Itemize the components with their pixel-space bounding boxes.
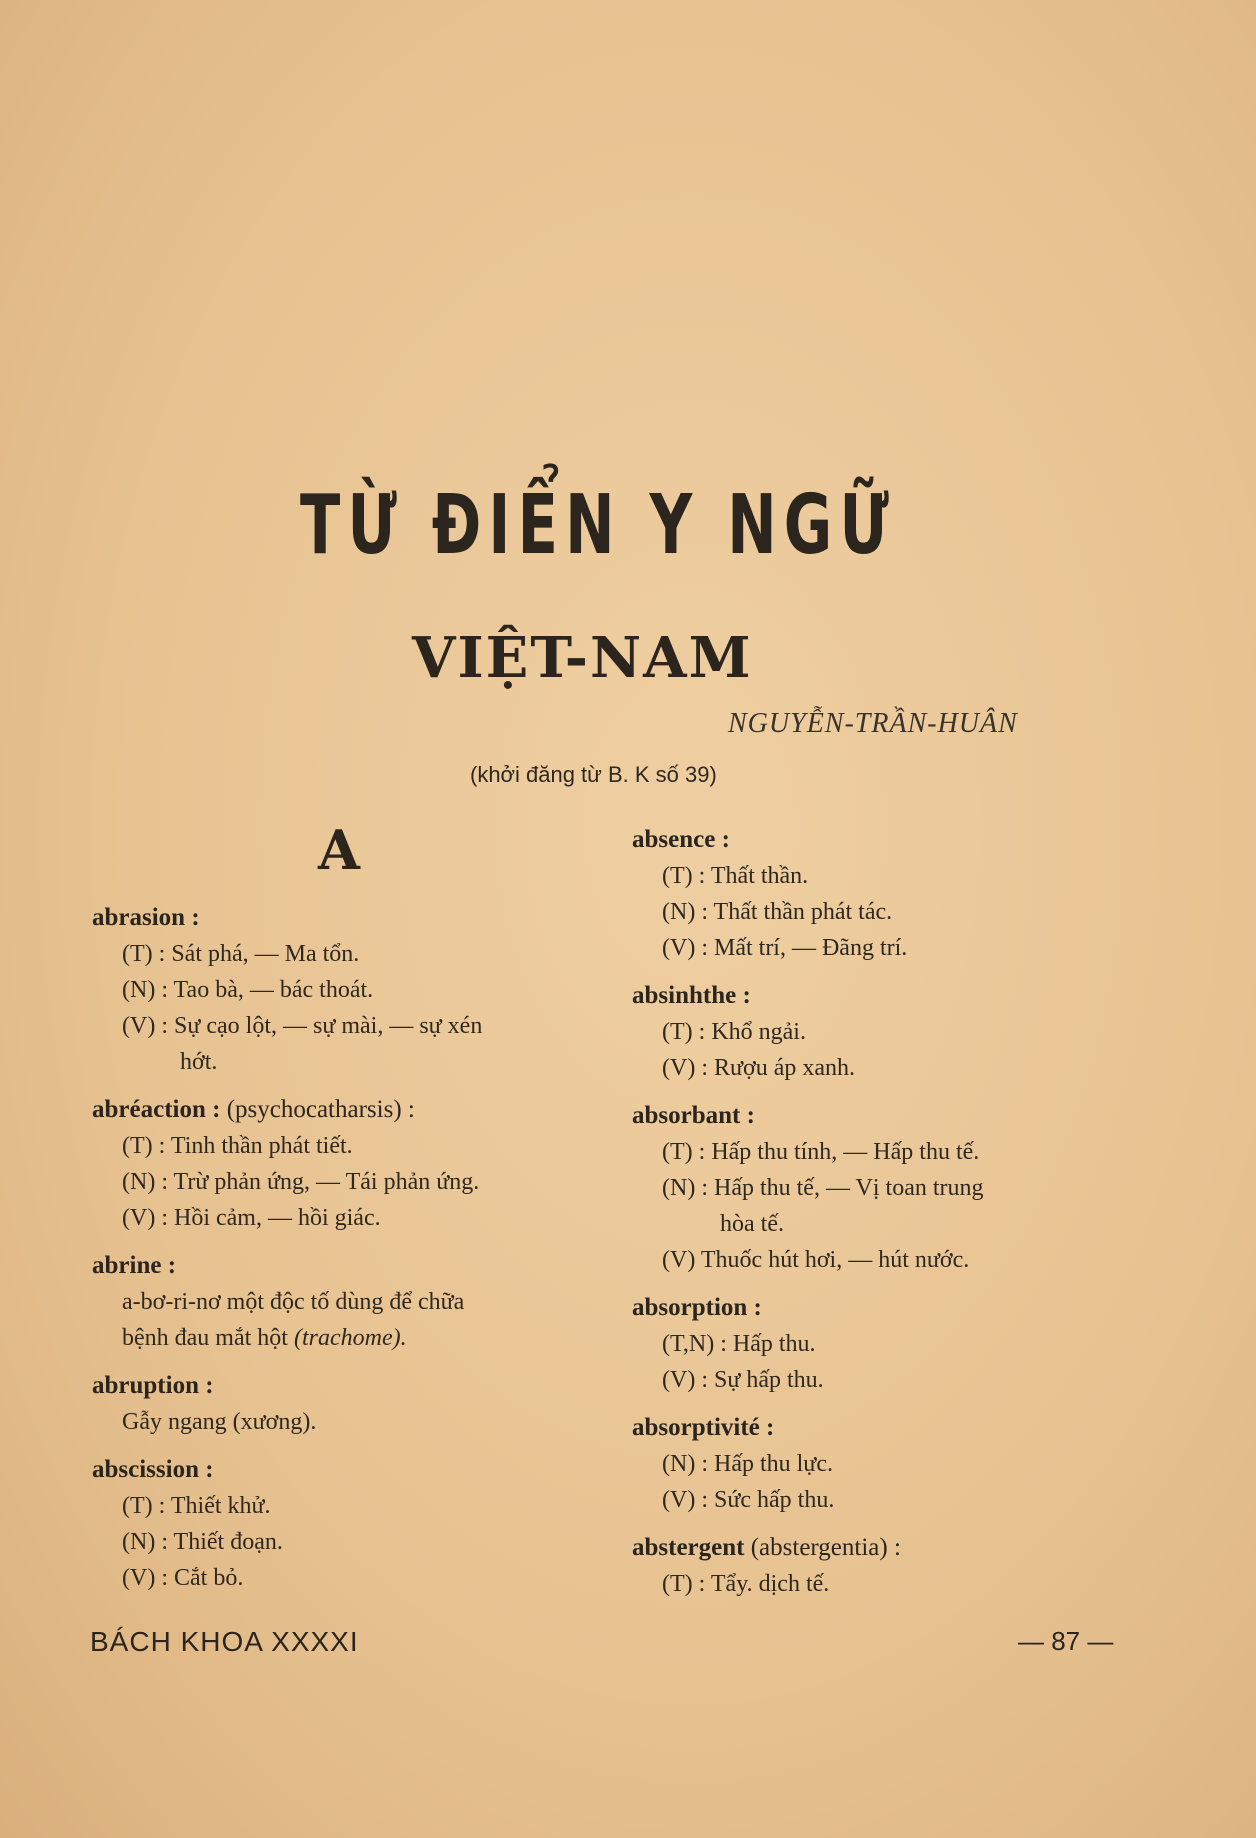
entry-term: absorption : — [632, 1294, 762, 1321]
entry-definition: Gẫy ngang (xương). — [122, 1409, 317, 1435]
entry-term-line — [92, 1092, 604, 1128]
publication-name: BÁCH KHOA XXXXI — [90, 1626, 359, 1657]
dictionary-entry — [632, 1530, 1152, 1602]
dictionary-entry — [632, 822, 1152, 966]
entry-term-note: (abstergentia) : — [750, 1534, 901, 1561]
entry-term: abruption : — [92, 1372, 214, 1399]
entry-definition: (N) : Thiết đoạn. — [122, 1529, 283, 1555]
entry-definition: (V) : Sức hấp thu. — [662, 1487, 835, 1513]
entry-term: absorptivité : — [632, 1414, 775, 1441]
entry-definition: (N) : Hấp thu tế, — Vị toan trung — [662, 1175, 984, 1201]
entry-definition: (V) : Hồi cảm, — hồi giác. — [122, 1205, 381, 1231]
dictionary-entry — [92, 900, 604, 1080]
entry-definition: a-bơ-ri-nơ một độc tố dùng để chữa — [122, 1289, 465, 1315]
entry-term: absence : — [632, 826, 730, 853]
page-number: — 87 — — [1018, 1626, 1114, 1656]
dictionary-entry — [632, 1290, 1152, 1398]
dictionary-entry — [632, 978, 1152, 1086]
entry-definition: (T) : Khổ ngải. — [662, 1019, 806, 1045]
entry-definition-line — [92, 1320, 604, 1356]
entry-definition: (V) : Sự hấp thu. — [662, 1367, 824, 1393]
entry-definition: (T) : Thiết khử. — [122, 1493, 271, 1519]
entry-definition: (V) : Cắt bỏ. — [122, 1565, 244, 1591]
dictionary-entry — [92, 1368, 604, 1440]
entry-definition-italic: (trachome). — [293, 1325, 407, 1351]
entry-definition: (T) : Sát phá, — Ma tổn. — [122, 941, 360, 967]
entry-term: abscission : — [92, 1456, 214, 1483]
page-title: TỪ ĐIỂN Y NGỮ — [300, 478, 896, 573]
dictionary-entry — [632, 1098, 1152, 1278]
page-subtitle: VIỆT-NAM — [412, 625, 753, 691]
entry-definition-continued: hớt. — [180, 1049, 218, 1075]
entry-definition: (N) : Thất thần phát tác. — [662, 899, 893, 925]
entry-definition: (T) : Thất thần. — [662, 863, 809, 889]
entry-definition: (V) : Rượu áp xanh. — [662, 1055, 855, 1081]
entry-definition: (N) : Tao bà, — bác thoát. — [122, 977, 374, 1003]
entry-term: abstergent — [632, 1534, 745, 1561]
right-column — [632, 822, 1152, 1614]
entry-term-line — [632, 1530, 1152, 1566]
entry-definition: (V) Thuốc hút hơi, — hút nước. — [662, 1247, 970, 1273]
source-note: (khởi đăng từ B. K số 39) — [470, 762, 717, 787]
author-name: NGUYỄN-TRẦN-HUÂN — [728, 708, 1018, 739]
entry-term: abrasion : — [92, 904, 200, 931]
entry-term: absorbant : — [632, 1102, 755, 1129]
entry-definition: (T) : Tẩy. dịch tế. — [662, 1571, 830, 1597]
entry-term: absinhthe : — [632, 982, 751, 1009]
entry-definition: (N) : Trừ phản ứng, — Tái phản ứng. — [122, 1169, 480, 1195]
entry-definition-continued: hòa tế. — [720, 1211, 784, 1237]
entry-definition: (T) : Tinh thần phát tiết. — [122, 1133, 353, 1159]
entry-term-note: (psychocatharsis) : — [226, 1096, 415, 1123]
entry-definition-text: bệnh đau mắt hột — [122, 1325, 288, 1351]
entry-definition: (V) : Sự cạo lột, — sự mài, — sự xén — [122, 1013, 483, 1039]
section-letter: A — [318, 818, 360, 882]
dictionary-entry — [92, 1248, 604, 1356]
dictionary-entry — [92, 1092, 604, 1236]
entry-term: abréaction : — [92, 1096, 221, 1123]
dictionary-entry — [632, 1410, 1152, 1518]
entry-definition: (N) : Hấp thu lực. — [662, 1451, 833, 1477]
entry-definition: (V) : Mất trí, — Đãng trí. — [662, 935, 908, 961]
entry-definition: (T,N) : Hấp thu. — [662, 1331, 816, 1357]
entry-term: abrine : — [92, 1252, 177, 1279]
entry-definition: (T) : Hấp thu tính, — Hấp thu tế. — [662, 1139, 980, 1165]
dictionary-entry — [92, 1452, 604, 1596]
left-column — [92, 900, 604, 1608]
